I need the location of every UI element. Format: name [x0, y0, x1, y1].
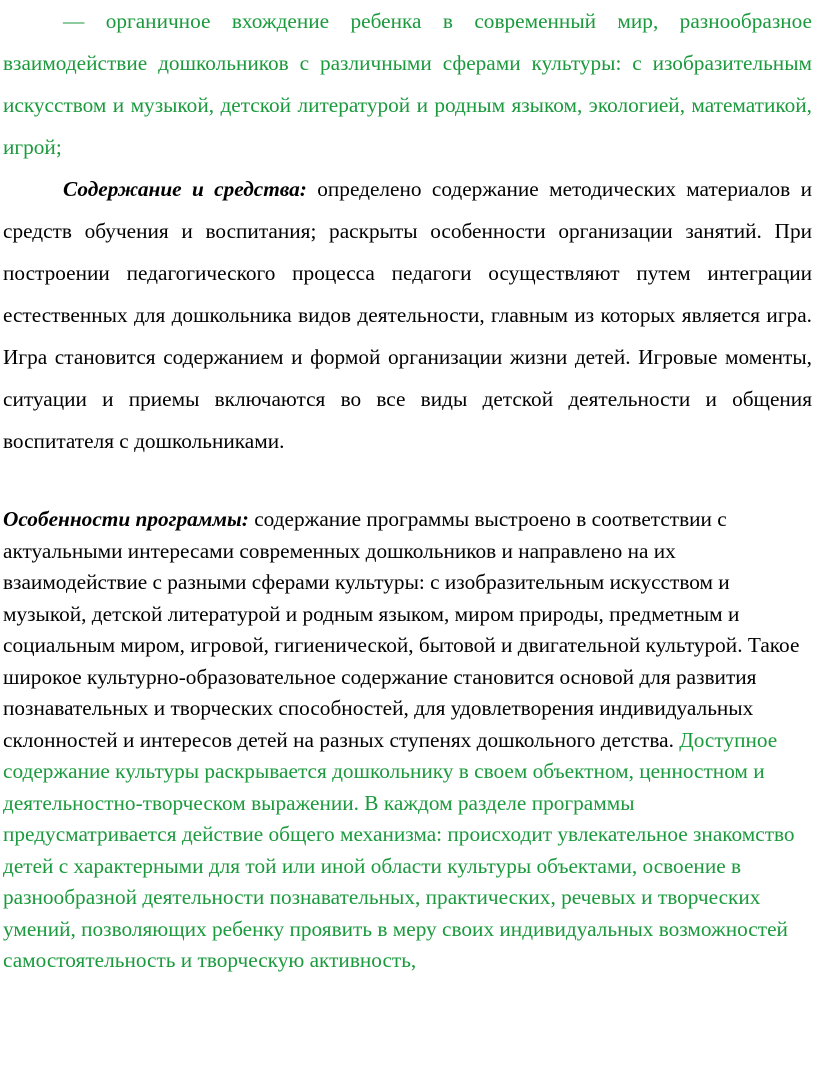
paragraph-heading-program-features: Особенности программы:: [3, 507, 249, 531]
paragraph-content-and-means: [0, 168, 816, 462]
paragraph-heading-content-and-means: Содержание и средства:: [63, 177, 307, 201]
paragraph-highlighted-text: Доступное содержание культуры раскрывается дошкольнику в своем объектном, ценностном и деятельностно-творческом выражении. В каждом разделе программы предусматривается действие общего механизма: происходит увлекательное знакомство детей с характерными для той или иной области культуры объектами, освоение в разнообразной деятельности познавательных, практических, речевых и творческих умений, позволяющих ребенку проявить в меру своих индивидуальных возможностей самостоятельность и творческую активность,: [3, 727, 795, 972]
paragraph-body-content-and-means: определено содержание методических материалов и средств обучения и воспитания; раскрыты особенности организации занятий. При построении педагогического процесса педагоги осуществляют путем интеграции естественных для дошкольника видов деятельности, главным из которых является игра. Игра становится содержанием и формой организации жизни детей. Игровые моменты, ситуации и приемы включаются во все виды детской деятельности и общения воспитателя с дошкольниками.: [3, 177, 812, 453]
paragraph-culture-interaction: — органичное вхождение ребенка в современный мир, разнообразное взаимодействие дошкольников с различными сферами культуры: с изобразительным искусством и музыкой, детской литературой и родным языком, экологией, математикой, игрой;: [3, 9, 812, 159]
paragraph-body-program-features: содержание программы выстроено в соответствии с актуальными интересами современных дошкольников и направлено на их взаимодействие с разными сферами культуры: с изобразительным искусством и музыкой, детской литературой и родным языком, миром природы, предметным и социальным миром, игровой, гигиенической, бытовой и двигательной культурой. Такое широкое культурно-образовательное содержание становится основой для развития познавательных и творческих способностей, для удовлетворения индивидуальных склонностей и интересов детей на разных ступенях дошкольного детства.: [3, 507, 800, 752]
paragraph-program-features: [0, 504, 816, 977]
